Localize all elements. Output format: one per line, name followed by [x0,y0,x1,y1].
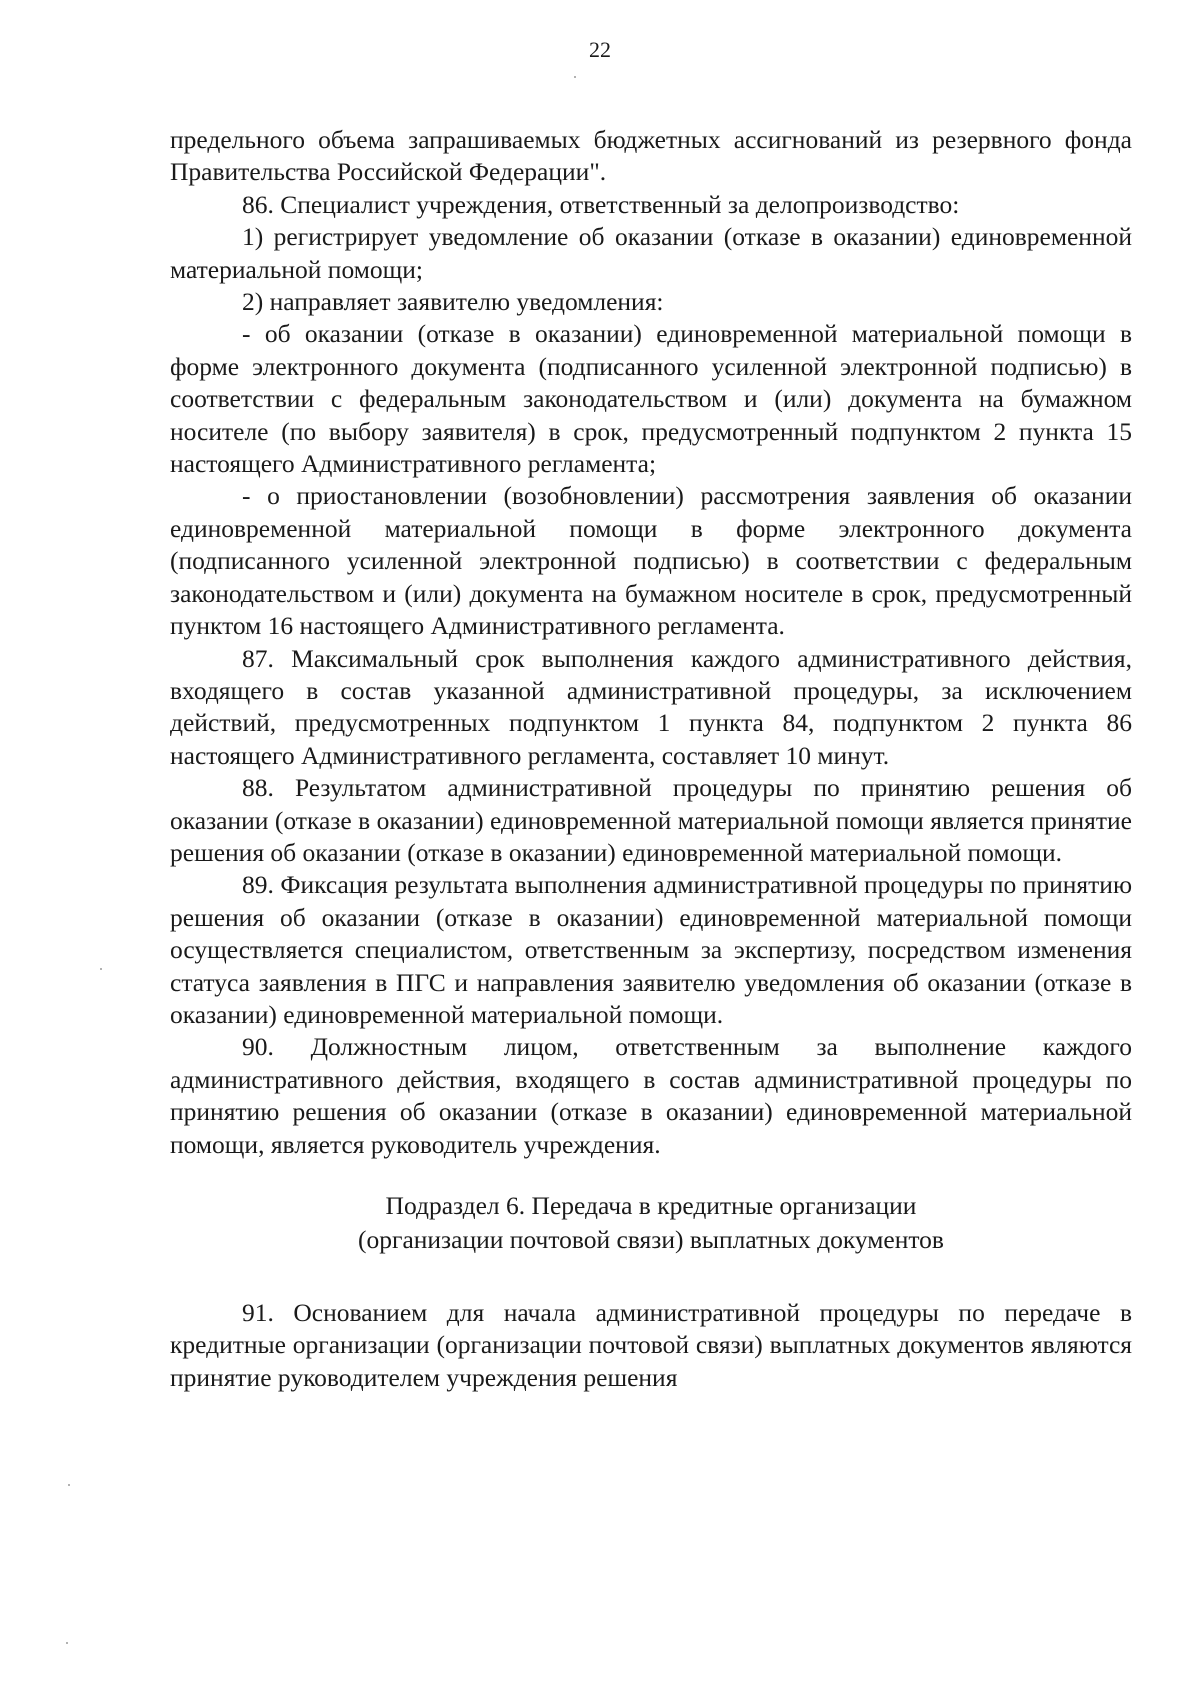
paragraph-86-item-2-bullet-2: - о приостановлении (возобновлении) рассмотрения заявления об оказании единовременной материальной помощи в форме электронного документа (подписанного усиленной электронной подписью) в соответствии с федеральным законодательством и (или) документа на бумажном носителе в срок, предусмотренный пунктом 16 настоящего Административного регламента. [170,481,1132,641]
scan-speck [574,76,576,78]
subsection-heading-line-2: (организации почтовой связи) выплатных документов [358,1225,944,1254]
paragraph-89: 89. Фиксация результата выполнения административной процедуры по принятию решения об оказании (отказе в оказании) единовременной материальной помощи осуществляется специалистом, ответственным за экспертизу, посредством изменения статуса заявления в ПГС и направления заявителю уведомления об оказании (отказе в оказании) единовременной материальной помощи. [170,870,1132,1029]
scan-speck [100,968,102,970]
page-number: 22 [589,37,611,62]
paragraph-continuation: предельного объема запрашиваемых бюджетных ассигнований из резервного фонда Правительства Российской Федерации". [170,125,1132,187]
subsection-heading [170,1189,1132,1257]
paragraph-86-item-2-bullet-1: - об оказании (отказе в оказании) единовременной материальной помощи в форме электронного документа (подписанного усиленной электронной подписью) в соответствии с федеральным законодательством и (или) документа на бумажном носителе (по выбору заявителя) в срок, предусмотренный подпунктом 2 пункта 15 настоящего Административного регламента; [170,319,1132,479]
scan-speck [68,1484,70,1486]
paragraph-86-item-2: 2) направляет заявителю уведомления: [242,287,664,317]
paragraph-90: 90. Должностным лицом, ответственным за выполнение каждого административного действия, входящего в состав административной процедуры по принятию решения об оказании (отказе в оказании) единовременной материальной помощи, является руководитель учреждения. [170,1032,1132,1159]
scan-speck [66,1642,68,1644]
paragraph-88: 88. Результатом административной процедуры по принятию решения об оказании (отказе в оказании) единовременной материальной помощи является принятие решения об оказании (отказе в оказании) единовременной материальной помощи. [170,773,1132,867]
paragraph-91: 91. Основанием для начала административной процедуры по передаче в кредитные организации (организации почтовой связи) выплатных документов являются принятие руководителем учреждения решения [170,1298,1132,1392]
document-body [170,124,1132,1394]
paragraph-86-item-1: 1) регистрирует уведомление об оказании (отказе в оказании) единовременной материальной помощи; [170,222,1132,284]
paragraph-87: 87. Максимальный срок выполнения каждого административного действия, входящего в состав указанной административной процедуры, за исключением действий, предусмотренных подпунктом 1 пункта 84, подпунктом 2 пункта 86 настоящего Административного регламента, составляет 10 минут. [170,643,1132,770]
paragraph-86: 86. Специалист учреждения, ответственный за делопроизводство: [242,189,960,219]
subsection-heading-line-1: Подраздел 6. Передача в кредитные организации [385,1191,917,1220]
